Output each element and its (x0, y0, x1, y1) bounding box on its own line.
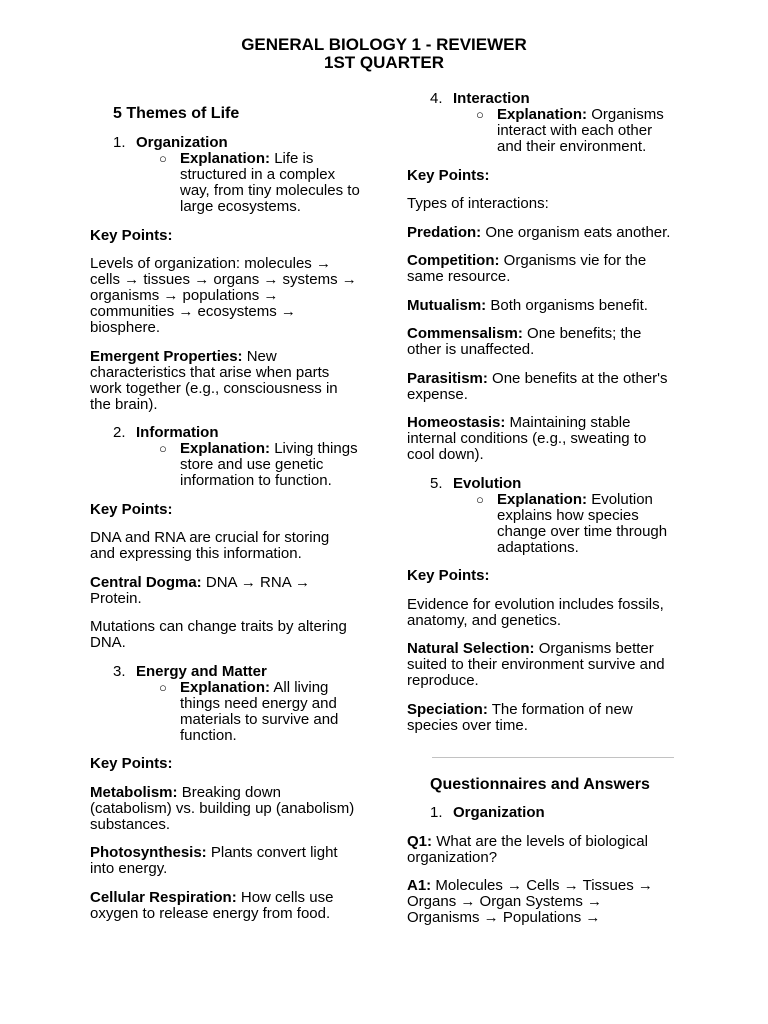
theme-item (90, 425, 380, 441)
paragraph-line (407, 326, 687, 342)
term-definition: Organisms better (538, 640, 654, 657)
explanation-line: way, from tiny molecules to (180, 182, 360, 199)
paragraph-line (407, 834, 687, 850)
horizontal-divider (432, 757, 674, 758)
term-definition: Maintaining stable (509, 414, 631, 431)
explanation-text: Evolution (591, 490, 653, 508)
explanation-line: large ecosystems. (180, 198, 301, 215)
qa-topic-title: Organization (453, 804, 545, 821)
explanation-line: change over time through (497, 522, 668, 540)
term-label: Parasitism: (407, 369, 488, 387)
theme-explanation (407, 107, 687, 155)
explanation-line: and their environment. (497, 138, 647, 155)
paragraph-line: into energy. (90, 860, 168, 877)
list-number: 4. (430, 90, 443, 107)
paragraph-line: organisms → populations → (90, 287, 279, 304)
term-definition: How cells use (240, 888, 334, 906)
explanation-text: Life is (274, 150, 314, 167)
paragraph-line: characteristics that arise when parts (90, 363, 330, 381)
term-label: Photosynthesis: (90, 844, 207, 861)
paragraph-line: Types of interactions: (407, 195, 549, 212)
left-column (90, 105, 380, 922)
explanation-line: information to function. (180, 472, 332, 489)
explanation-line (497, 107, 687, 123)
paragraph-line: reproduce. (407, 672, 479, 689)
paragraph-line: Levels of organization: molecules → (90, 255, 331, 272)
term-definition: One benefits at the other's (492, 369, 668, 387)
paragraph-line: species over time. (407, 716, 528, 734)
term-definition: New (246, 347, 277, 365)
key-points-label: Key Points: (407, 567, 490, 584)
term-label: Natural Selection: (407, 640, 535, 657)
theme-explanation (90, 680, 380, 744)
paragraph-line: Protein. (90, 589, 142, 607)
key-point-paragraph (407, 702, 687, 734)
key-point-paragraph (90, 785, 380, 833)
list-number: 1. (113, 134, 126, 151)
term-definition: One organism eats another. (485, 223, 671, 241)
document-subtitle: 1ST QUARTER (324, 53, 444, 72)
term-label: Speciation: (407, 700, 488, 718)
key-point-paragraph (407, 597, 687, 629)
term-label: Cellular Respiration: (90, 888, 237, 906)
key-points-label: Key Points: (90, 755, 173, 772)
explanation-line: explains how species (497, 506, 639, 524)
paragraph-line: organization? (407, 848, 498, 866)
paragraph-line: suited to their environment survive and (407, 656, 665, 673)
theme-title: Energy and Matter (136, 662, 267, 680)
document-header (0, 36, 768, 72)
explanation-line (497, 492, 687, 508)
explanation-label: Explanation: (180, 678, 271, 696)
explanation-label: Explanation: (497, 106, 588, 123)
hollow-circle-bullet-icon: ○ (159, 679, 167, 695)
key-point-paragraph (90, 575, 380, 607)
theme-title: Organization (136, 134, 228, 151)
key-point-paragraph (407, 225, 687, 241)
term-label: Emergent Properties: (90, 347, 243, 365)
explanation-line (180, 441, 380, 457)
paragraph-line (407, 702, 687, 718)
paragraph-line: the brain). (90, 395, 158, 413)
explanation-line: store and use genetic (180, 456, 324, 473)
paragraph-line: (catabolism) vs. building up (anabolism) (90, 799, 355, 817)
theme-item (407, 91, 687, 107)
explanation-text: All living (273, 678, 329, 696)
explanation-line (180, 680, 380, 696)
key-point-paragraph (90, 256, 380, 336)
explanation-line (180, 151, 380, 167)
term-label: Mutualism: (407, 296, 487, 314)
explanation-label: Explanation: (180, 150, 271, 167)
paragraph-line (407, 371, 687, 387)
hollow-circle-bullet-icon: ○ (476, 491, 484, 507)
term-label: Homeostasis: (407, 414, 506, 431)
theme-title: Information (136, 424, 219, 441)
explanation-label: Explanation: (180, 440, 271, 457)
answer-text: Molecules → Cells → Tissues → (435, 877, 653, 894)
key-point-paragraph (407, 641, 687, 689)
explanation-line: things need energy and (180, 694, 337, 712)
paragraph-line: internal conditions (e.g., sweating to (407, 430, 647, 447)
paragraph-line: communities → ecosystems → (90, 303, 296, 320)
key-point-paragraph (407, 326, 687, 358)
hollow-circle-bullet-icon: ○ (476, 107, 484, 122)
explanation-line: materials to survive and (180, 710, 339, 728)
paragraph-line (90, 349, 380, 365)
list-number: 1. (430, 804, 443, 821)
paragraph-line (407, 415, 687, 431)
qa-topic-item (407, 805, 687, 821)
answer-label: A1: (407, 877, 432, 894)
term-definition: DNA → RNA → (205, 573, 311, 591)
key-points-label: Key Points: (90, 226, 173, 244)
theme-explanation (90, 441, 380, 489)
key-point-paragraph (407, 253, 687, 285)
key-points-label: Key Points: (90, 500, 173, 518)
paragraph-line: Evidence for evolution includes fossils, (407, 595, 664, 613)
hollow-circle-bullet-icon: ○ (159, 441, 167, 456)
paragraph-line (90, 575, 380, 591)
paragraph-line: Mutations can change traits by altering (90, 618, 347, 635)
term-label: Competition: (407, 252, 500, 269)
paragraph-line: expense. (407, 385, 468, 403)
question-label: Q1: (407, 832, 433, 850)
paragraph-line: substances. (90, 815, 171, 833)
hollow-circle-bullet-icon: ○ (159, 151, 167, 166)
explanation-line: structured in a complex (180, 166, 336, 183)
paragraph-line (90, 785, 380, 801)
list-number: 5. (430, 474, 443, 492)
key-point-paragraph (90, 530, 380, 562)
paragraph-line: DNA and RNA are crucial for storing (90, 529, 330, 546)
explanation-text: Living things (274, 440, 358, 457)
document-title: GENERAL BIOLOGY 1 - REVIEWER (241, 35, 527, 54)
key-point-paragraph (407, 196, 687, 212)
paragraph-line (90, 845, 380, 861)
paragraph-line: oxygen to release energy from food. (90, 904, 331, 922)
list-number: 2. (113, 424, 126, 441)
answer-paragraph (407, 878, 687, 926)
section-heading: 5 Themes of Life (113, 104, 240, 122)
key-point-paragraph (90, 845, 380, 877)
paragraph-line: cells → tissues → organs → systems → (90, 271, 357, 288)
paragraph-line: Organisms → Populations → (407, 909, 601, 926)
paragraph-line: cool down). (407, 446, 484, 463)
term-label: Predation: (407, 223, 482, 241)
term-definition: Organisms vie for the (503, 252, 647, 269)
term-label: Central Dogma: (90, 573, 202, 591)
list-number: 3. (113, 662, 126, 680)
paragraph-line: Organs → Organ Systems → (407, 893, 603, 910)
theme-explanation (407, 492, 687, 556)
paragraph-line (407, 641, 687, 657)
theme-item (90, 135, 380, 151)
theme-explanation (90, 151, 380, 215)
term-label: Commensalism: (407, 325, 523, 342)
term-label: Metabolism: (90, 783, 178, 801)
paragraph-line: and expressing this information. (90, 545, 302, 562)
theme-item (407, 476, 687, 492)
paragraph-line: other is unaffected. (407, 341, 535, 358)
paragraph-line: biosphere. (90, 319, 161, 336)
paragraph-line (407, 253, 687, 269)
explanation-text: Organisms (591, 106, 664, 123)
term-definition: Both organisms benefit. (490, 296, 648, 314)
key-point-paragraph (407, 298, 687, 314)
term-definition: One benefits; the (527, 325, 642, 342)
key-point-paragraph (90, 619, 380, 651)
term-definition: Breaking down (181, 783, 281, 801)
paragraph-line: DNA. (90, 634, 126, 651)
paragraph-line: same resource. (407, 268, 511, 285)
paragraph-line (407, 878, 687, 894)
question-paragraph (407, 834, 687, 866)
qa-section-heading: Questionnaires and Answers (430, 776, 650, 793)
paragraph-line: work together (e.g., consciousness in (90, 379, 338, 397)
theme-title: Evolution (453, 474, 522, 492)
paragraph-line (90, 890, 380, 906)
explanation-label: Explanation: (497, 490, 588, 508)
explanation-line: interact with each other (497, 122, 653, 139)
question-text: What are the levels of biological (436, 832, 648, 850)
key-point-paragraph (407, 371, 687, 403)
key-points-label: Key Points: (407, 166, 490, 184)
explanation-line: function. (180, 726, 237, 744)
explanation-line: adaptations. (497, 538, 579, 556)
paragraph-line (407, 298, 687, 314)
theme-item (90, 664, 380, 680)
term-definition: Plants convert light (210, 844, 338, 861)
paragraph-line (407, 225, 687, 241)
key-point-paragraph (90, 349, 380, 413)
right-column (407, 91, 687, 926)
paragraph-line: anatomy, and genetics. (407, 611, 561, 629)
theme-title: Interaction (453, 90, 530, 107)
key-point-paragraph (407, 415, 687, 463)
term-definition: The formation of new (491, 700, 633, 718)
key-point-paragraph (90, 890, 380, 922)
